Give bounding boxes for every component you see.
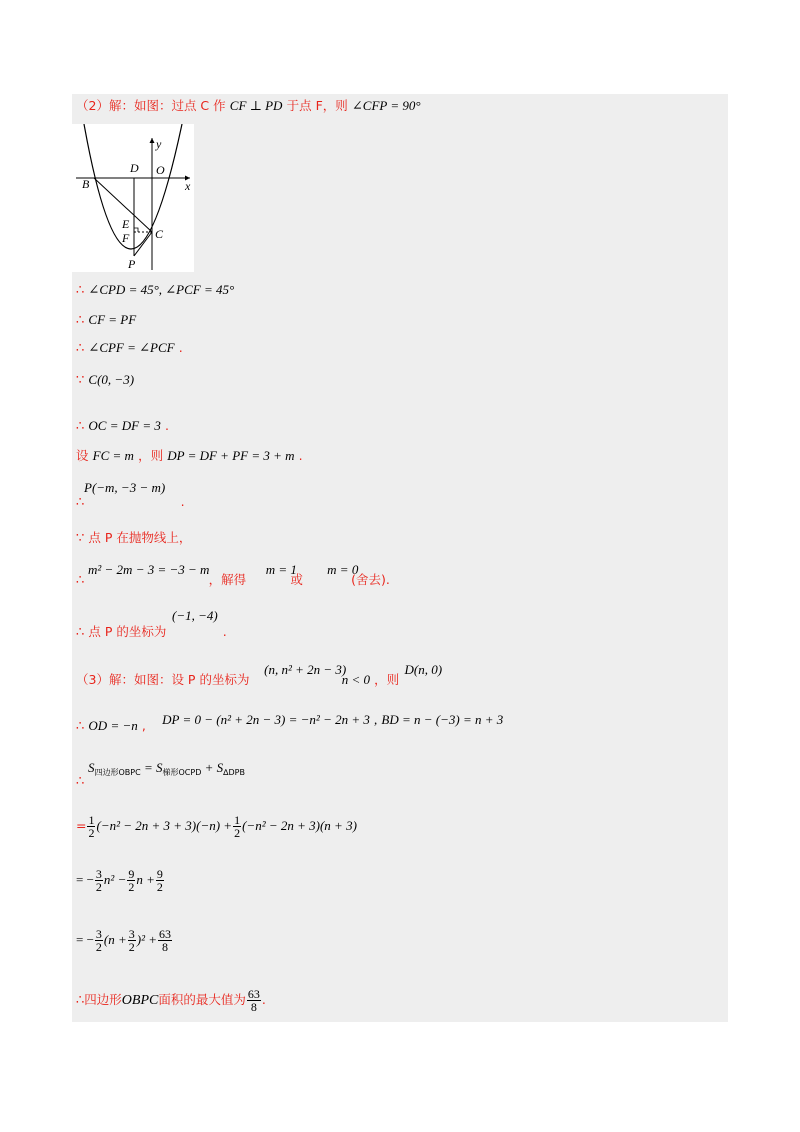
step-equation-text xyxy=(76,572,390,589)
fraction-three-half: $\frac{3}{2}$ xyxy=(128,927,135,954)
area-line-2 xyxy=(76,868,165,893)
label-x: x xyxy=(185,179,191,193)
fraction-three-half: $\frac{3}{2}$ xyxy=(95,867,102,894)
angles-text: ∠CPD = 45°, ∠PCF = 45° xyxy=(88,282,235,297)
step-coord xyxy=(76,624,227,641)
coord-label: 点 P 的坐标为 xyxy=(88,624,167,639)
step-angle-eq xyxy=(76,340,183,357)
area-eq-s: = S xyxy=(140,760,163,775)
conclusion xyxy=(76,988,266,1013)
fraction-three-half: $\frac{3}{2}$ xyxy=(95,927,102,954)
area-line-3 xyxy=(76,928,173,953)
parabola-curve xyxy=(84,124,182,249)
let-label: 设 xyxy=(76,448,89,463)
line3-part-b: )² + xyxy=(136,932,158,947)
therefore-symbol: ∴ xyxy=(76,993,85,1008)
on-parabola-text: 点 P 在抛物线上， xyxy=(88,530,192,545)
line2-part-a: n² − xyxy=(103,872,127,887)
step-area-formula xyxy=(76,760,245,781)
because-symbol: ∵ xyxy=(76,531,85,546)
label-d: D xyxy=(130,161,139,175)
line3-part-a: (n + xyxy=(103,932,127,947)
part2-heading xyxy=(76,98,421,115)
therefore-symbol: ∴ xyxy=(76,774,85,789)
area-s: S xyxy=(88,760,95,775)
comma: , xyxy=(141,718,146,733)
conclusion-max-label: 面积的最大值为 xyxy=(158,992,246,1007)
step-on-parabola xyxy=(76,530,191,547)
label-b: B xyxy=(82,177,90,191)
part3-heading xyxy=(76,672,399,689)
parabola-diagram xyxy=(72,124,194,272)
dp-n-expr: DP = 0 − (n² + 2n − 3) = −n² − 2n + 3 xyxy=(162,712,370,727)
d-point: D(n, 0) xyxy=(404,662,443,677)
area-line-1 xyxy=(76,814,357,839)
therefore-symbol: ∴ xyxy=(76,573,85,588)
fraction-nine-half: $\frac{9}{2}$ xyxy=(128,867,135,894)
right-angle-mark xyxy=(134,228,138,232)
fraction-nine-half: $\frac{9}{2}$ xyxy=(156,867,163,894)
step-let-fc xyxy=(76,448,303,465)
fraction-half: $\frac{1}{2}$ xyxy=(234,813,241,840)
conclusion-quad-label: 四边形 xyxy=(84,992,122,1007)
angle-eq-text: ∠CPF = ∠PCF xyxy=(88,340,175,355)
part3-intro: （3）解：如图：设 P 的坐标为 xyxy=(76,672,250,687)
fraction-sixtythree-eighth: $\frac{63}{8}$ xyxy=(159,927,172,954)
fraction-half: $\frac{1}{2}$ xyxy=(88,813,95,840)
equation-text: m² − 2m − 3 = −3 − m xyxy=(88,562,210,577)
area-plus-s: + S xyxy=(201,760,224,775)
or-label: 或 xyxy=(290,572,303,587)
step-cf-pf xyxy=(76,312,136,329)
period: . xyxy=(222,624,227,639)
period: . xyxy=(298,448,303,463)
label-c: C xyxy=(155,227,164,241)
line1-part-b: (−n² − 2n + 3)(n + 3) xyxy=(242,818,357,833)
therefore-symbol: ∴ xyxy=(76,495,85,510)
then-label: ，则 xyxy=(374,672,400,687)
step-p-point-marks xyxy=(76,494,185,511)
label-y: y xyxy=(156,137,162,151)
equals: = − xyxy=(76,932,94,947)
bd-expr: BD = n − (−3) = n + 3 xyxy=(381,712,504,727)
period: . xyxy=(180,494,185,509)
equals: = − xyxy=(76,872,94,887)
solve-label: ，解得 xyxy=(208,572,247,587)
label-e: E xyxy=(122,217,130,231)
because-symbol: ∵ xyxy=(76,373,85,388)
p-coordinate-value: (−1, −4) xyxy=(172,608,218,623)
period: . xyxy=(165,418,169,433)
part2-at-f: 于点 F，则 xyxy=(286,98,348,113)
step-od xyxy=(76,718,146,735)
therefore-symbol: ∴ xyxy=(76,719,85,734)
dp-expr: DP = DF + PF = 3 + m xyxy=(167,448,295,463)
parabola-figure xyxy=(72,124,194,272)
od-expr: OD = −n xyxy=(88,718,138,733)
step-area-therefore xyxy=(76,774,84,790)
step-angles xyxy=(76,282,234,299)
part2-intro: （2）解：如图：过点 C 作 xyxy=(76,98,226,113)
step-coord-value xyxy=(76,608,218,625)
fraction-max-value: $\frac{63}{8}$ xyxy=(247,987,260,1014)
label-f: F xyxy=(122,231,130,245)
therefore-symbol: ∴ xyxy=(76,283,85,298)
cf-perp-pd: CF ⊥ PD xyxy=(229,98,283,113)
area-sub-quad: 四边形OBPC xyxy=(94,768,141,777)
area-sub-tri: ∆DPB xyxy=(223,768,245,777)
oc-df-text: OC = DF = 3 xyxy=(88,418,161,433)
period: . xyxy=(178,340,183,355)
label-p: P xyxy=(128,257,136,271)
area-sub-trap: 梯形OCPD xyxy=(162,768,202,777)
segment-pc xyxy=(134,232,152,256)
step-c-point xyxy=(76,372,134,389)
y-axis-arrow xyxy=(150,138,155,143)
therefore-symbol: ∴ xyxy=(76,419,85,434)
then-label: ，则 xyxy=(138,448,164,463)
step-oc-df xyxy=(76,418,169,435)
p-coord-n: (n, n² + 2n − 3) xyxy=(264,662,347,677)
discard-label: (舍去). xyxy=(351,572,390,587)
equals-red: = xyxy=(76,818,87,833)
comma: , xyxy=(374,712,378,727)
therefore-symbol: ∴ xyxy=(76,341,85,356)
label-o: O xyxy=(156,163,165,177)
therefore-symbol: ∴ xyxy=(76,625,85,640)
cf-pf-text: CF = PF xyxy=(88,312,137,327)
p-point-text: P(−m, −3 − m) xyxy=(84,480,166,495)
line2-part-b: n + xyxy=(136,872,155,887)
m-zero: m = 0 xyxy=(327,562,359,577)
angle-cfp: ∠CFP = 90° xyxy=(351,98,421,113)
conclusion-quad: OBPC xyxy=(121,993,159,1008)
m-one: m = 1 xyxy=(265,562,297,577)
line1-part-a: (−n² − 2n + 3 + 3)(−n) + xyxy=(96,818,233,833)
therefore-symbol: ∴ xyxy=(76,313,85,328)
period: . xyxy=(261,992,266,1007)
n-condition: n < 0 xyxy=(341,672,371,687)
c-point-text: C(0, −3) xyxy=(88,372,135,387)
fc-eq-m: FC = m xyxy=(92,448,134,463)
